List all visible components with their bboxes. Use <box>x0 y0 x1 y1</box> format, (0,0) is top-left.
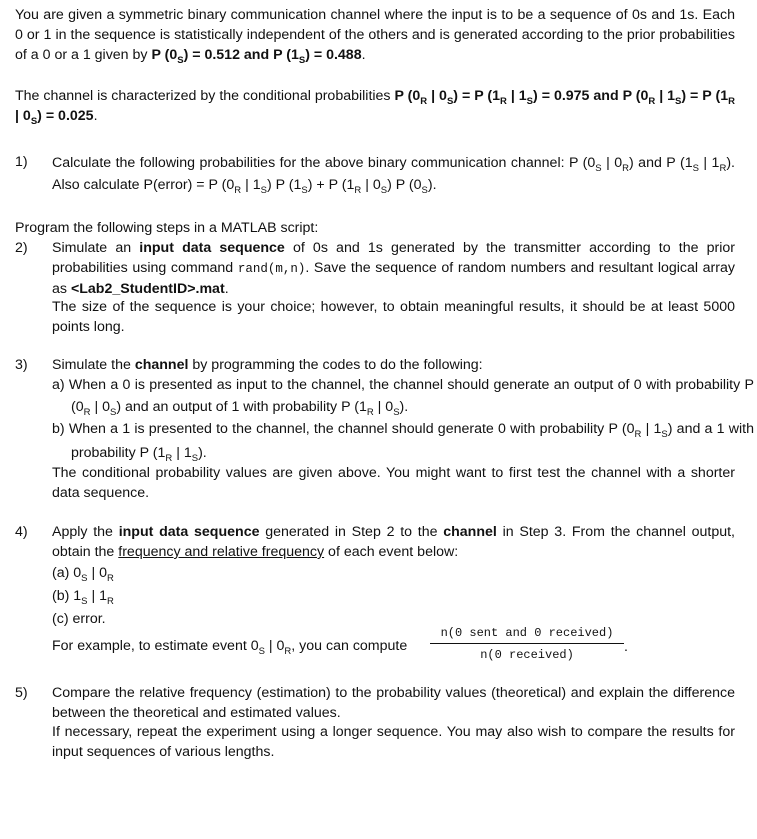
question-3-item-a: a) When a 0 is presented as input to the channel, the channel should generate an output of 0 with probability P ($0_R$ | $0_S$) and an output of 1 with probability P ($1_R$ | $0_S$). <box>52 377 754 418</box>
program-heading: Program the following steps in a MATLAB script: <box>15 220 319 236</box>
intro-paragraph-1: You are given a symmetric binary communication channel where the input is to be a sequence of 0s and 1s. Each 0 or 1 in the sequence is statistically independent of the others and is generated according to the prior probabilities of a 0 or a 1 given by P $(0_S) = 0.512$ and P $(1_S) = 0.488$. <box>15 7 735 66</box>
rand-command: rand(m,n) <box>237 262 306 276</box>
intro-text: You are given a symmetric binary communication channel where the input is to be a sequence of 0s and 1s. Each 0 or 1 in the sequence is statistically independent of the others and is generated according to the prior probabilities of a 0 or a 1 given by <box>15 7 735 63</box>
question-3-note: The conditional probability values are given above. You might want to first test the channel with a shorter data sequence. <box>52 465 735 501</box>
prior-probabilities: P $(0_S) = 0.512$ and P $(1_S) = 0.488$ <box>151 47 362 66</box>
question-1-text: Calculate the following probabilities for the above binary communication channel: P ($0_S$ | $0_R$) and P ($1_S$ | $1_R$). Also calculate P(error) = P ($0_R$ | $1_S$) P $(1_S) + P$ ($1_R$ | $0_S$) P $(0_S)$. <box>52 155 735 196</box>
question-2-text: Simulate an input data sequence of 0s and 1s generated by the transmitter according to the prior probabilities using command rand(m,n). Save the sequence of random numbers and resultant logical array as <Lab2_StudentID>.mat. <box>52 240 736 297</box>
question-5-text: Compare the relative frequency (estimation) to the probability values (theoretical) and explain the difference between the theoretical and estimated values. <box>52 685 735 721</box>
formula-period: . <box>624 639 628 655</box>
question-2-size-note: The size of the sequence is your choice; however, to obtain meaningful results, it should be at least 5000 points long. <box>52 299 735 335</box>
question-3-number: 3) <box>15 357 28 373</box>
question-4-number: 4) <box>15 524 28 540</box>
conditional-probabilities: P ($0_R$ | $0_S) = P$ ($1_R$ | $1_S) = 0.975$ and P ($0_R$ | $1_S) = P$ ($1_R$ | $0_S) = 0.025$ <box>15 88 735 127</box>
question-4-text: Apply the input data sequence generated in Step 2 to the channel in Step 3. From the channel output, obtain the frequency and relative frequency of each event below: <box>52 524 736 560</box>
frequency-formula <box>430 626 624 662</box>
example-text: For example, to estimate event $0_S$ | $0_R$, you can compute <box>52 638 408 657</box>
question-5-note: If necessary, repeat the experiment using a longer sequence. You may also wish to compare the results for input sequences of various lengths. <box>52 724 735 760</box>
intro-paragraph-2: The channel is characterized by the conditional probabilities P ($0_R$ | $0_S) = P$ ($1_R$ | $1_S) = 0.975$ and P ($0_R$ | $1_S) = P$ ($1_R$ | $0_S) = 0.025$. <box>15 88 735 127</box>
event-c: (c) error. <box>52 611 106 627</box>
formula-denominator: n(0 received) <box>480 648 574 662</box>
question-3-text: Simulate the channel by programming the codes to do the following: <box>52 357 483 373</box>
question-3-item-b: b) When a 1 is presented to the channel, the channel should generate 0 with probability P ($0_R$ | $1_S$) and a 1 with probability P ($1_R$ | $1_S$). <box>52 421 754 464</box>
formula-numerator: n(0 sent and 0 received) <box>430 626 624 644</box>
question-2-number: 2) <box>15 240 28 256</box>
event-a: (a) $0_S$ | $0_R$ <box>52 565 114 584</box>
question-1-number: 1) <box>15 154 28 170</box>
event-b: (b) $1_S$ | $1_R$ <box>52 588 114 607</box>
channel-text: The channel is characterized by the conditional probabilities <box>15 88 395 104</box>
question-5-number: 5) <box>15 685 28 701</box>
mat-filename: <Lab2_StudentID>.mat <box>70 281 225 297</box>
